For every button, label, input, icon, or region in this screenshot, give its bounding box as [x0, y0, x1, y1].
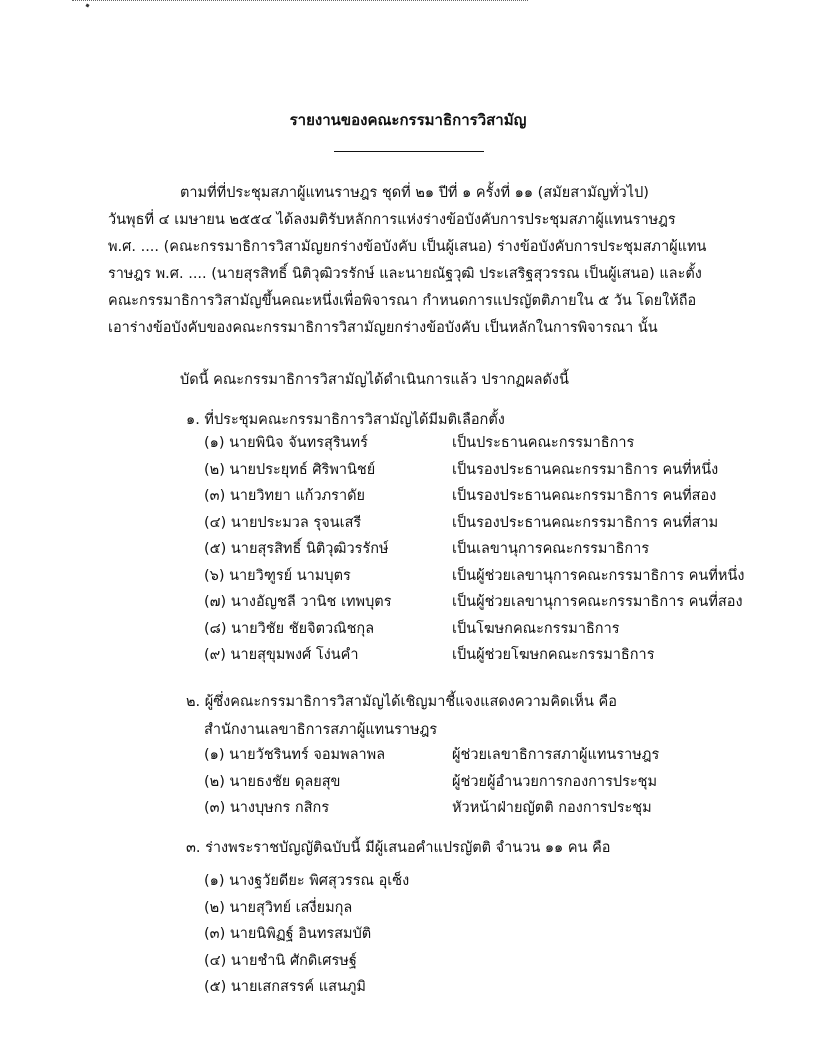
- status-line: บัดนี้ คณะกรรมาธิการวิสามัญได้ดำเนินการแล้ว ปรากฏผลดังนี้: [180, 372, 569, 388]
- member-name: (๕) นายเสกสรรค์ แสนภูมิ: [204, 979, 366, 995]
- list-item: [204, 742, 764, 769]
- member-name: (๓) นายวิทยา แก้วภราดัย: [204, 488, 366, 504]
- list-item: [204, 895, 764, 922]
- scan-top-edge: [72, 0, 528, 1]
- member-name: (๒) นายประยุทธ์ ศิริพานิชย์: [204, 461, 376, 478]
- section-3-member-list: [204, 868, 764, 1001]
- intro-line: พ.ศ. .... (คณะกรรมาธิการวิสามัญยกร่างข้อบังคับ เป็นผู้เสนอ) ร่างข้อบังคับการประชุมสภาผู้แทน: [108, 239, 707, 255]
- intro-line: คณะกรรมาธิการวิสามัญขึ้นคณะหนึ่งเพื่อพิจารณา กำหนดการแปรญัตติภายใน ๕ วัน โดยให้ถือ: [108, 293, 697, 309]
- section-2-subheading: สำนักงานเลขาธิการสภาผู้แทนราษฎร: [204, 722, 438, 738]
- member-name: (๘) นายวิชัย ชัยจิตวณิชกุล: [204, 620, 375, 637]
- member-name: (๓) นายนิพิฏฐ์ อินทรสมบัติ: [204, 926, 372, 942]
- list-item: [204, 589, 764, 616]
- member-role: ผู้ช่วยเลขาธิการสภาผู้แทนราษฎร: [452, 747, 660, 763]
- member-role: เป็นผู้ช่วยโฆษกคณะกรรมาธิการ: [452, 647, 655, 663]
- member-name: (๒) นายสุวิทย์ เสงี่ยมกุล: [204, 899, 353, 916]
- member-name: (๔) นายชำนิ ศักดิเศรษฐ์: [204, 952, 357, 969]
- list-item: [204, 974, 764, 1001]
- list-item: [204, 563, 764, 590]
- list-item: [204, 642, 764, 669]
- list-item: [204, 948, 764, 975]
- list-item: [204, 921, 764, 948]
- intro-line: ตามที่ที่ประชุมสภาผู้แทนราษฎร ชุดที่ ๒๑ ปีที่ ๑ ครั้งที่ ๑๑ (สมัยสามัญทั่วไป): [180, 185, 649, 201]
- document-title: รายงานของคณะกรรมาธิการวิสามัญ: [289, 111, 527, 129]
- member-name: (๑) นายพินิจ จันทรสุรินทร์: [204, 435, 368, 451]
- section-3-heading: ๓. ร่างพระราชบัญญัติฉบับนี้ มีผู้เสนอคำแปรญัตติ จำนวน ๑๑ คน คือ: [186, 840, 611, 856]
- list-item: [204, 616, 764, 643]
- list-item: [204, 483, 764, 510]
- section-2-member-list: [204, 742, 764, 822]
- member-name: (๕) นายสุรสิทธิ์ นิติวุฒิวรรักษ์: [204, 541, 389, 557]
- intro-line: วันพุธที่ ๔ เมษายน ๒๕๕๔ ได้ลงมติรับหลักการแห่งร่างข้อบังคับการประชุมสภาผู้แทนราษฎร: [108, 212, 676, 228]
- section-1-member-list: [204, 430, 764, 669]
- intro-line: ราษฎร พ.ศ. .... (นายสุรสิทธิ์ นิติวุฒิวรรักษ์ และนายณัฐวุฒิ ประเสริฐสุวรรณ เป็นผู้เสนอ) และตั้ง: [108, 266, 702, 282]
- list-item: [204, 868, 764, 895]
- member-role: เป็นผู้ช่วยเลขานุการคณะกรรมาธิการ คนที่สอง: [452, 594, 743, 610]
- list-item: [204, 430, 764, 457]
- member-name: (๑) นายวัชรินทร์ จอมพลาพล: [204, 747, 386, 763]
- member-name: (๔) นายประมวล รุจนเสรี: [204, 514, 362, 531]
- member-role: ผู้ช่วยผู้อำนวยการกองการประชุม: [452, 773, 658, 790]
- member-name: (๑) นางฐวัยดียะ พิศสุวรรณ อุเซ็ง: [204, 873, 410, 889]
- member-name: (๒) นายธงชัย ดุลยสุข: [204, 773, 341, 790]
- member-role: เป็นเลขานุการคณะกรรมาธิการ: [452, 541, 650, 557]
- member-role: หัวหน้าฝ่ายญัตติ กองการประชุม: [452, 800, 652, 816]
- list-item: [204, 769, 764, 796]
- member-role: เป็นผู้ช่วยเลขานุการคณะกรรมาธิการ คนที่หนึ่ง: [452, 567, 745, 584]
- member-name: (๖) นายวิฑูรย์ นามบุตร: [204, 567, 351, 584]
- member-role: เป็นรองประธานคณะกรรมาธิการ คนที่สอง: [452, 488, 717, 504]
- section-1-heading: ๑. ที่ประชุมคณะกรรมาธิการวิสามัญได้มีมติเลือกตั้ง: [186, 412, 505, 428]
- intro-paragraph: [108, 180, 708, 342]
- member-role: เป็นโฆษกคณะกรรมาธิการ: [452, 620, 620, 637]
- member-role: เป็นรองประธานคณะกรรมาธิการ คนที่สาม: [452, 514, 719, 531]
- section-2-heading: ๒. ผู้ซึ่งคณะกรรมาธิการวิสามัญได้เชิญมาชี้แจงแสดงความคิดเห็น คือ: [186, 694, 617, 710]
- member-name: (๙) นายสุขุมพงศ์ โง่นคำ: [204, 647, 359, 663]
- scan-mark: [85, 3, 89, 7]
- list-item: [204, 795, 764, 822]
- member-name: (๗) นางอัญชลี วานิช เทพบุตร: [204, 594, 392, 610]
- list-item: [204, 536, 764, 563]
- intro-line: เอาร่างข้อบังคับของคณะกรรมาธิการวิสามัญยกร่างข้อบังคับ เป็นหลักในการพิจารณา นั้น: [108, 320, 658, 336]
- member-role: เป็นรองประธานคณะกรรมาธิการ คนที่หนึ่ง: [452, 461, 719, 478]
- member-role: เป็นประธานคณะกรรมาธิการ: [452, 435, 635, 451]
- member-name: (๓) นางบุษกร กสิกร: [204, 800, 330, 816]
- list-item: [204, 457, 764, 484]
- title-underline: [334, 151, 484, 152]
- list-item: [204, 510, 764, 537]
